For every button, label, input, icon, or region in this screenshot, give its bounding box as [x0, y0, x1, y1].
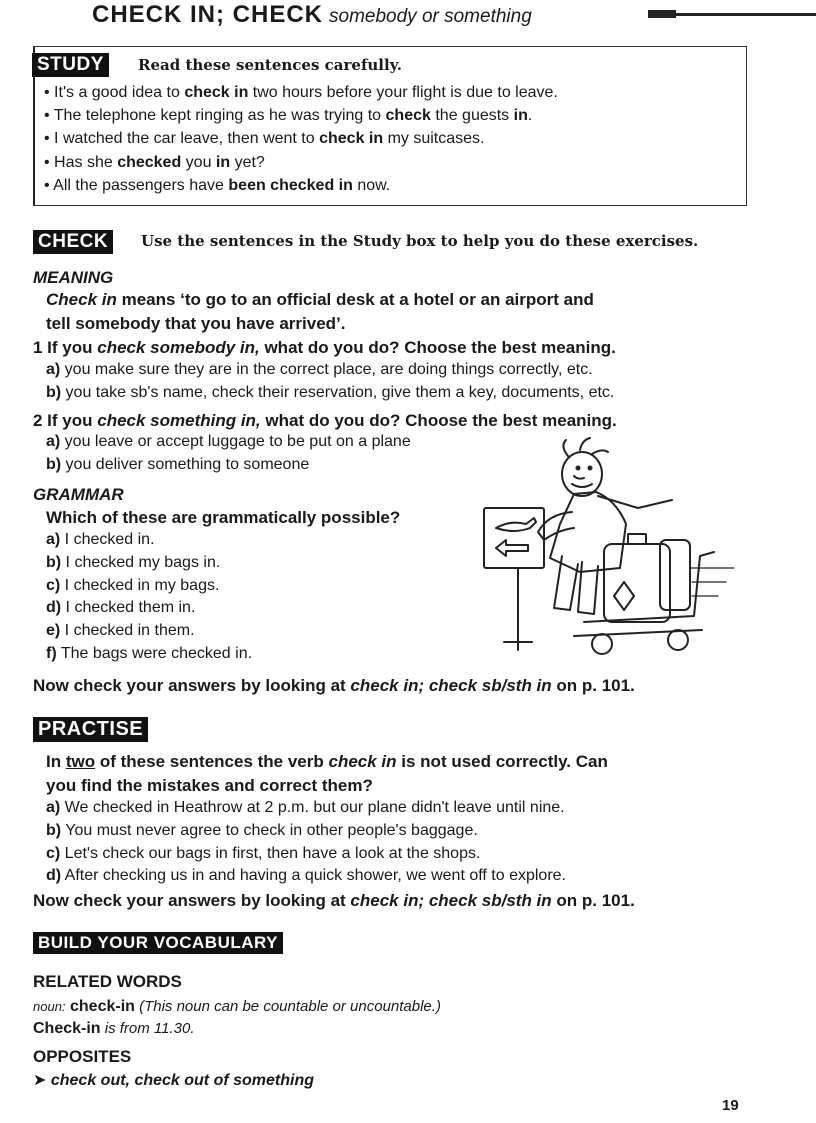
trolley-wheel-left [592, 634, 612, 654]
practise-item-a: a) We checked in Heathrow at 2 p.m. but our plane didn't leave until nine. [46, 799, 565, 816]
suitcase-back [660, 540, 690, 610]
build-vocabulary-label: BUILD YOUR VOCABULARY [33, 932, 283, 954]
practise-intro-line-1: In two of these sentences the verb check in is not used correctly. Can [46, 752, 608, 771]
page-number: 19 [722, 1097, 739, 1114]
grammar-option-c: c) I checked in my bags. [46, 577, 220, 594]
grammar-option-e: e) I checked in them. [46, 622, 195, 639]
practise-intro-line-2: you find the mistakes and correct them? [46, 776, 373, 795]
q2-option-b: b) you deliver something to someone [46, 456, 310, 473]
trolley-wheel-right [668, 630, 688, 650]
study-bullet-5: • All the passengers have been checked in now. [44, 177, 391, 194]
meaning-question-1: 1 If you check somebody in, what do you do? Choose the best meaning. [33, 338, 616, 357]
plane-icon [496, 518, 536, 531]
noun-line: noun: check-in (This noun can be countable or uncountable.) [33, 998, 441, 1015]
grammar-option-b: b) I checked my bags in. [46, 554, 221, 571]
study-bullet-3: • I watched the car leave, then went to check in my suitcases. [44, 130, 485, 147]
grammar-question: Which of these are grammatically possible? [46, 508, 401, 527]
traveller-luggage-illustration [478, 436, 748, 672]
grammar-heading: GRAMMAR [33, 485, 124, 504]
arrow-icon: ➤ [33, 1072, 47, 1089]
q2-option-a: a) you leave or accept luggage to be put on a plane [46, 433, 411, 450]
opposites-heading: OPPOSITES [33, 1047, 132, 1066]
q1-option-a: a) you make sure they are in the correct place, are doing things correctly, etc. [46, 361, 593, 378]
practise-item-d: d) After checking us in and having a quick shower, we went off to explore. [46, 867, 566, 884]
meaning-heading: MEANING [33, 268, 114, 287]
grammar-option-a: a) I checked in. [46, 531, 155, 548]
practise-item-b: b) You must never agree to check in other people's baggage. [46, 822, 478, 839]
meaning-definition-line-2: tell somebody that you have arrived’. [46, 314, 346, 333]
arrow-left-icon [496, 540, 528, 556]
study-instruction: Read these sentences carefully. [138, 56, 402, 74]
meaning-question-2: 2 If you check something in, what do you do? Choose the best meaning. [33, 411, 617, 430]
opposites-line: ➤ check out, check out of something [33, 1072, 315, 1089]
study-bullet-4: • Has she checked you in yet? [44, 154, 265, 171]
page-subtitle: somebody or something [329, 6, 532, 27]
q1-option-b: b) you take sb's name, check their reservation, give them a key, documents, etc. [46, 384, 615, 401]
meaning-definition-line-1: Check in means ‘to go to an official desk at a hotel or an airport and [46, 290, 594, 309]
grammar-option-d: d) I checked them in. [46, 599, 196, 616]
practise-item-c: c) Let's check our bags in first, then have a look at the shops. [46, 845, 481, 862]
study-bullet-1: • It's a good idea to check in two hours before your flight is due to leave. [44, 84, 558, 101]
title-rule-block [648, 10, 676, 18]
check-in-from-line: Check-in is from 11.30. [33, 1020, 195, 1037]
study-bullet-2: • The telephone kept ringing as he was trying to check the guests in. [44, 107, 533, 124]
check-answer-line: Now check your answers by looking at check in; check sb/sth in on p. 101. [33, 676, 635, 695]
related-words-heading: RELATED WORDS [33, 972, 182, 991]
page-title: CHECK IN; CHECK somebody or something [92, 1, 532, 28]
airport-sign [484, 508, 544, 568]
check-instruction: Use the sentences in the Study box to help you do these exercises. [141, 232, 699, 250]
study-label: STUDY [32, 53, 109, 77]
practise-answer-line: Now check your answers by looking at check in; check sb/sth in on p. 101. [33, 891, 635, 910]
check-label: CHECK [33, 230, 113, 254]
grammar-option-f: f) The bags were checked in. [46, 645, 253, 662]
practise-label: PRACTISE [33, 717, 148, 742]
